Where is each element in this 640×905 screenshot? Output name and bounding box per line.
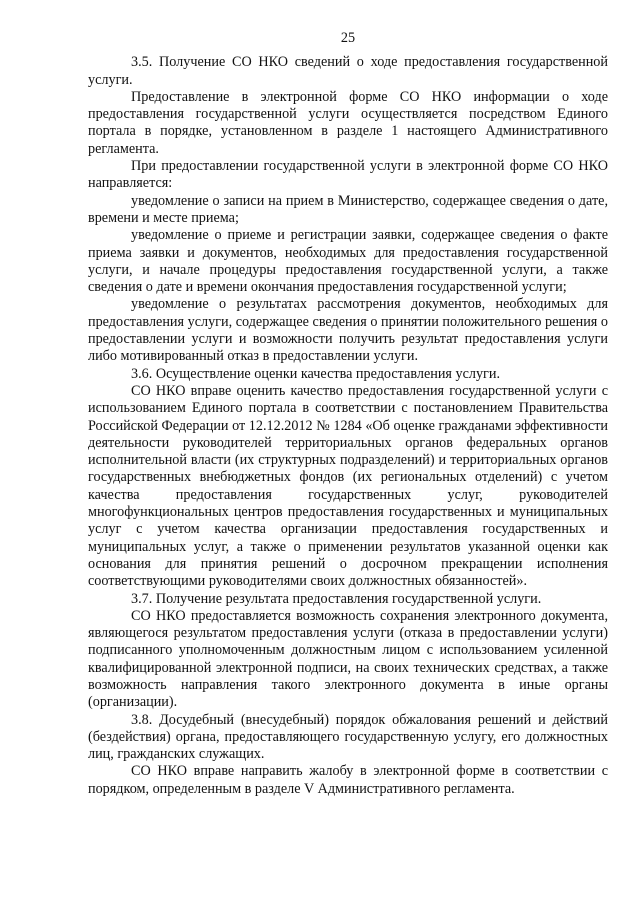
paragraph-results-notice: уведомление о результатах рассмотрения документов, необходимых для предоставления услуги, содержащее сведения о принятии положительного решения о предоставлении услуги и возможности получить результат предоставления услуги либо мотивированный отказ в предоставлении услуги. xyxy=(88,296,608,365)
paragraph-progress-info: Предоставление в электронной форме СО НКО информации о ходе предоставления государственной услуги осуществляется посредством Единого портала в порядке, установленном в разделе 1 настоящего Административного регламента. xyxy=(88,88,608,157)
paragraph-3-6-heading: 3.6. Осуществление оценки качества предоставления услуги. xyxy=(131,365,501,382)
page-number: 25 xyxy=(340,30,356,46)
paragraph-quality-assessment: СО НКО вправе оценить качество предоставления государственной услуги с использованием Единого портала в соответствии с постановлением Правительства Российской Федерации от 12.12.2012 № 1284 «Об оценке гражданами эффективности деятельности руководителей территориальных органов федеральных органов исполнительной власти (их структурных подразделений) и территориальных органов государственных внебюджетных фондов (их региональных отделений) с учетом качества предоставления государственных услуг, руководителей многофункциональных центров предоставления государственных и муниципальных услуг с учетом качества организации предоставления государственных и муниципальных услуг, а также о применении результатов указанной оценки как основания для принятия решений о досрочном прекращении исполнения соответствующими руководителями своих должностных обязанностей». xyxy=(88,382,608,590)
paragraph-appointment-notice: уведомление о записи на прием в Министерство, содержащее сведения о дате, времени и месте приема; xyxy=(88,192,608,226)
paragraph-result-saving: СО НКО предоставляется возможность сохранения электронного документа, являющегося результатом предоставления услуги (отказа в предоставлении услуги) подписанного уполномоченным должностным лицом с использованием усиленной квалифицированной электронной подписи, на своих технических средствах, а также возможность направления такого электронного документа в иные органы (организации). xyxy=(88,607,608,711)
paragraph-3-5-heading: 3.5. Получение СО НКО сведений о ходе предоставления государственной услуги. xyxy=(88,54,608,88)
paragraph-3-7-heading: 3.7. Получение результата предоставления государственной услуги. xyxy=(131,590,542,607)
paragraph-complaint: СО НКО вправе направить жалобу в электронной форме в соответствии с порядком, определенным в разделе V Административного регламента. xyxy=(88,763,608,797)
paragraph-registration-notice: уведомление о приеме и регистрации заявки, содержащее сведения о факте приема заявки и документов, необходимых для предоставления государственной услуги, и начале процедуры предоставления государственной услуги, а также сведения о дате и времени окончания предоставления государственной услуги; xyxy=(88,227,608,296)
paragraph-notifications-intro: При предоставлении государственной услуги в электронной форме СО НКО направляется: xyxy=(88,158,608,192)
paragraph-3-8-heading: 3.8. Досудебный (внесудебный) порядок обжалования решений и действий (бездействия) органа, предоставляющего государственную услугу, его должностных лиц, гражданских служащих. xyxy=(88,711,608,763)
